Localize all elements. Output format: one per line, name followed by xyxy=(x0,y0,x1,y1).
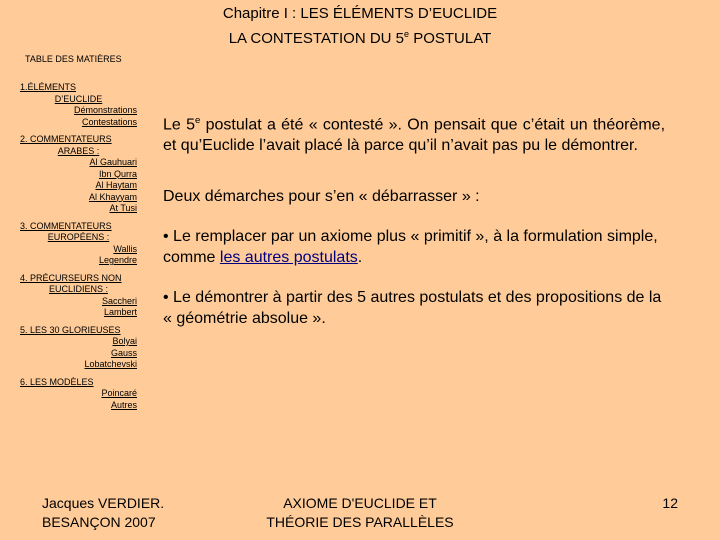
toc-link-demonstrations[interactable]: Démonstrations xyxy=(73,105,137,115)
footer-author-name: Jacques VERDIER. xyxy=(42,495,165,511)
footer-author-place: BESANÇON 2007 xyxy=(42,514,156,530)
title-line-1: Chapitre I : LES ÉLÉMENTS D’EUCLIDE xyxy=(222,5,498,22)
paragraph-approaches: Deux démarches pour s’en « débarrasser » : xyxy=(163,188,480,206)
toc-link-lambert[interactable]: Lambert xyxy=(103,307,137,317)
toc-link-ibn-qurra[interactable]: Ibn Qurra xyxy=(98,168,137,179)
bullet-replace-text: • Le remplacer par un axiome plus « primitif », à la formulation simple, comme xyxy=(163,228,658,267)
toc-link-30-glorieuses[interactable]: 5. LES 30 GLORIEUSES xyxy=(20,324,121,335)
toc-link-al-khayyam[interactable]: Al Khayyam xyxy=(88,191,137,202)
title-line-2-pre: LA CONTESTATION DU 5 xyxy=(228,30,405,47)
toc-link-elements[interactable]: 1.ÉLÉMENTS xyxy=(20,82,77,92)
toc-link-euclide[interactable]: D’EUCLIDE xyxy=(54,93,103,104)
toc-heading: TABLE DES MATIÈRES xyxy=(25,54,122,64)
toc-link-autres[interactable]: Autres xyxy=(110,399,137,410)
footer-author xyxy=(42,494,164,532)
toc-link-commentateurs-europeens[interactable]: 3. COMMENTATEURS xyxy=(20,220,112,231)
toc-link-lobatchevski[interactable]: Lobatchevski xyxy=(84,359,137,369)
toc-link-commentateurs-arabes[interactable]: 2. COMMENTATEURS xyxy=(20,134,112,144)
title-line-2 xyxy=(0,24,720,49)
toc-link-precurseurs[interactable]: 4. PRÉCURSEURS NON xyxy=(20,272,122,283)
toc-section-5 xyxy=(20,325,137,371)
toc-section-6 xyxy=(20,377,137,412)
link-autres-postulats[interactable]: les autres postulats xyxy=(219,249,358,267)
toc-link-wallis[interactable]: Wallis xyxy=(113,243,137,254)
toc-link-gauss[interactable]: Gauss xyxy=(110,347,137,358)
table-of-contents xyxy=(20,82,137,411)
toc-link-euclidiens[interactable]: EUCLIDIENS : xyxy=(48,284,108,294)
bullet-demonstrate: • Le démontrer à partir des 5 autres postulats et des propositions de la « géométrie absolue ». xyxy=(163,289,662,328)
toc-link-modeles[interactable]: 6. LES MODÈLES xyxy=(20,376,94,387)
toc-link-europeens[interactable]: EUROPÉENS : xyxy=(47,232,110,242)
paragraph-intro-post: postulat a été « contesté ». On pensait que c’était un théorème, et qu’Euclide l’avait placé là parce qu’il n’avait pas pu le démontrer. xyxy=(163,116,666,155)
toc-link-saccheri[interactable]: Saccheri xyxy=(101,295,137,306)
toc-link-arabes[interactable]: ARABES : xyxy=(57,145,100,156)
toc-link-bolyai[interactable]: Bolyai xyxy=(112,336,137,346)
bullet-replace xyxy=(163,226,665,268)
paragraph-intro-superscript: e xyxy=(195,115,201,126)
footer-title-line-2: THÉORIE DES PARALLÈLES xyxy=(266,514,454,530)
slide-title xyxy=(0,4,720,49)
title-superscript: e xyxy=(404,29,410,39)
paragraph-intro xyxy=(163,110,665,156)
toc-section-2 xyxy=(20,134,137,215)
toc-link-poincare[interactable]: Poincaré xyxy=(101,388,137,398)
title-line-2-post: POSTULAT xyxy=(409,30,492,47)
toc-link-at-tusi[interactable]: At Tusi xyxy=(109,203,137,213)
footer-title xyxy=(250,494,470,532)
toc-link-al-gauhuari[interactable]: Al Gauhuari xyxy=(89,157,137,167)
toc-link-contestations[interactable]: Contestations xyxy=(81,116,137,127)
paragraph-intro-pre: Le 5 xyxy=(163,116,195,134)
toc-section-4 xyxy=(20,273,137,319)
page-number: 12 xyxy=(662,495,678,511)
toc-section-1 xyxy=(20,82,137,128)
bullet-replace-end: . xyxy=(357,249,363,267)
toc-section-3 xyxy=(20,221,137,267)
slide-body xyxy=(163,110,665,329)
toc-link-al-haytam[interactable]: Al Haytam xyxy=(95,180,137,190)
footer-title-line-1: AXIOME D'EUCLIDE ET xyxy=(283,495,437,511)
toc-link-legendre[interactable]: Legendre xyxy=(98,255,137,265)
